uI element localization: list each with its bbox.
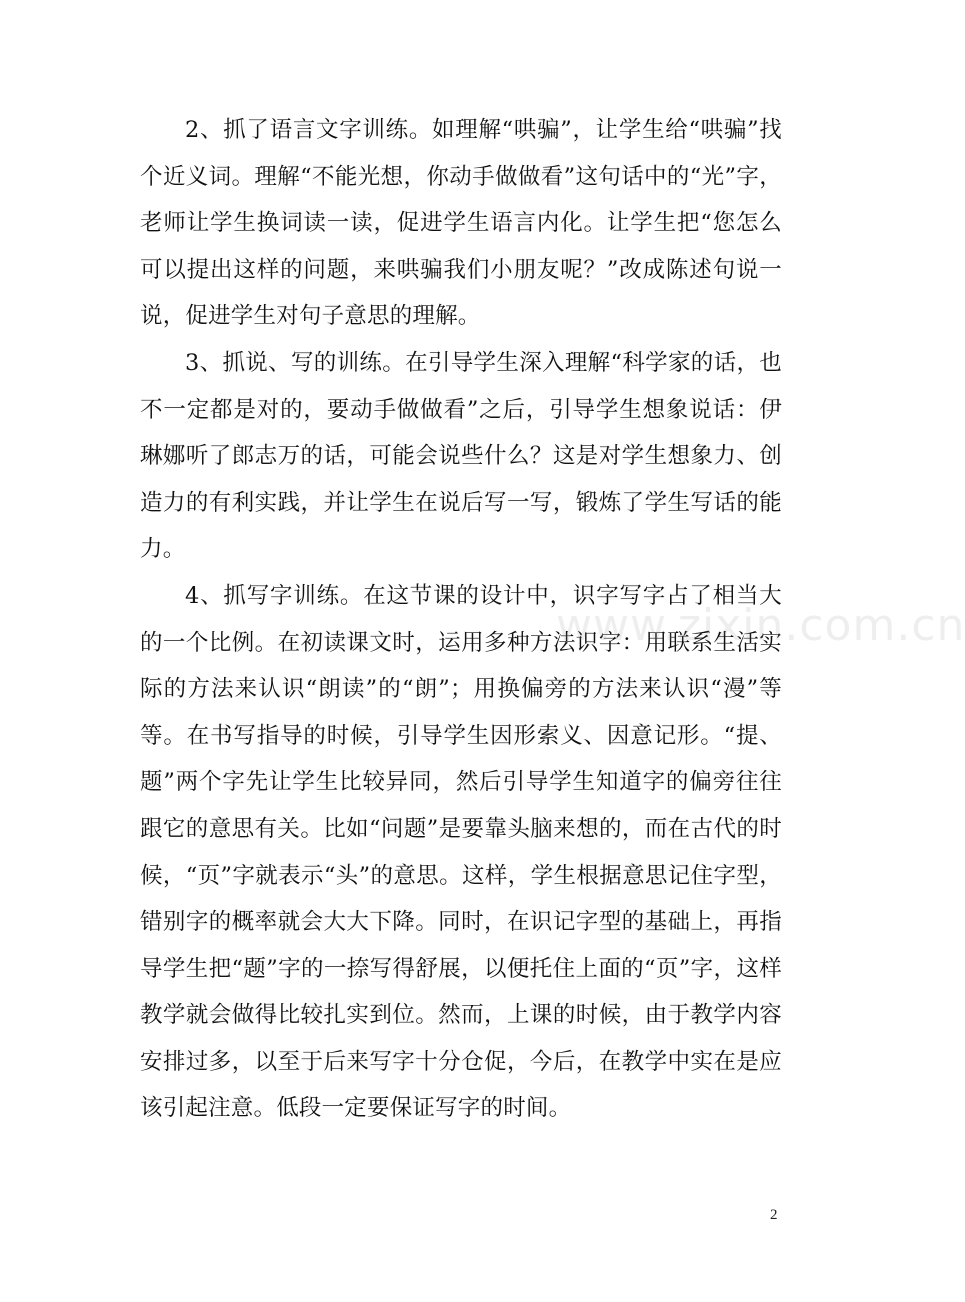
paragraph-4: 4、抓写字训练。在这节课的设计中，识字写字占了相当大的一个比例。在初读课文时，运用多种方法识字：用联系生活实际的方法来认识“朗读”的“朗”；用换偏旁的方法来认识“漫”等等。在书写指导的时候，引导学生因形索义、因意记形。“提、题”两个字先让学生比较异同，然后引导学生知道字的偏旁往往跟它的意思有关。比如“问题”是要靠头脑来想的，而在古代的时候，“页”字就表示“头”的意思。这样，学生根据意思记住字型，错别字的概率就会大大下降。同时，在识记字型的基础上，再指导学生把“题”字的一捺写得舒展，以便托住上面的“页”字，这样教学就会做得比较扎实到位。然而，上课的时候，由于教学内容安排过多，以至于后来写字十分仓促，今后，在教学中实在是应该引起注意。低段一定要保证写字的时间。 bbox=[140, 582, 782, 1122]
paragraph-3: 3、抓说、写的训练。在引导学生深入理解“科学家的话，也不一定都是对的，要动手做做看”之后，引导学生想象说话：伊琳娜听了郎志万的话，可能会说些什么？这是对学生想象力、创造力的有利实践，并让学生在说后写一写，锻炼了学生写话的能力。 bbox=[140, 349, 782, 563]
paragraph-2: 2、抓了语言文字训练。如理解“哄骗”，让学生给“哄骗”找个近义词。理解“不能光想，你动手做做看”这句话中的“光”字，老师让学生换词读一读，促进学生语言内化。让学生把“您怎么可以提出这样的问题，来哄骗我们小朋友呢？”改成陈述句说一说，促进学生对句子意思的理解。 bbox=[140, 117, 782, 330]
page-number: 2 bbox=[770, 1207, 778, 1223]
watermark: www.zixin.com.cn bbox=[556, 600, 965, 651]
document-body bbox=[140, 107, 782, 1132]
